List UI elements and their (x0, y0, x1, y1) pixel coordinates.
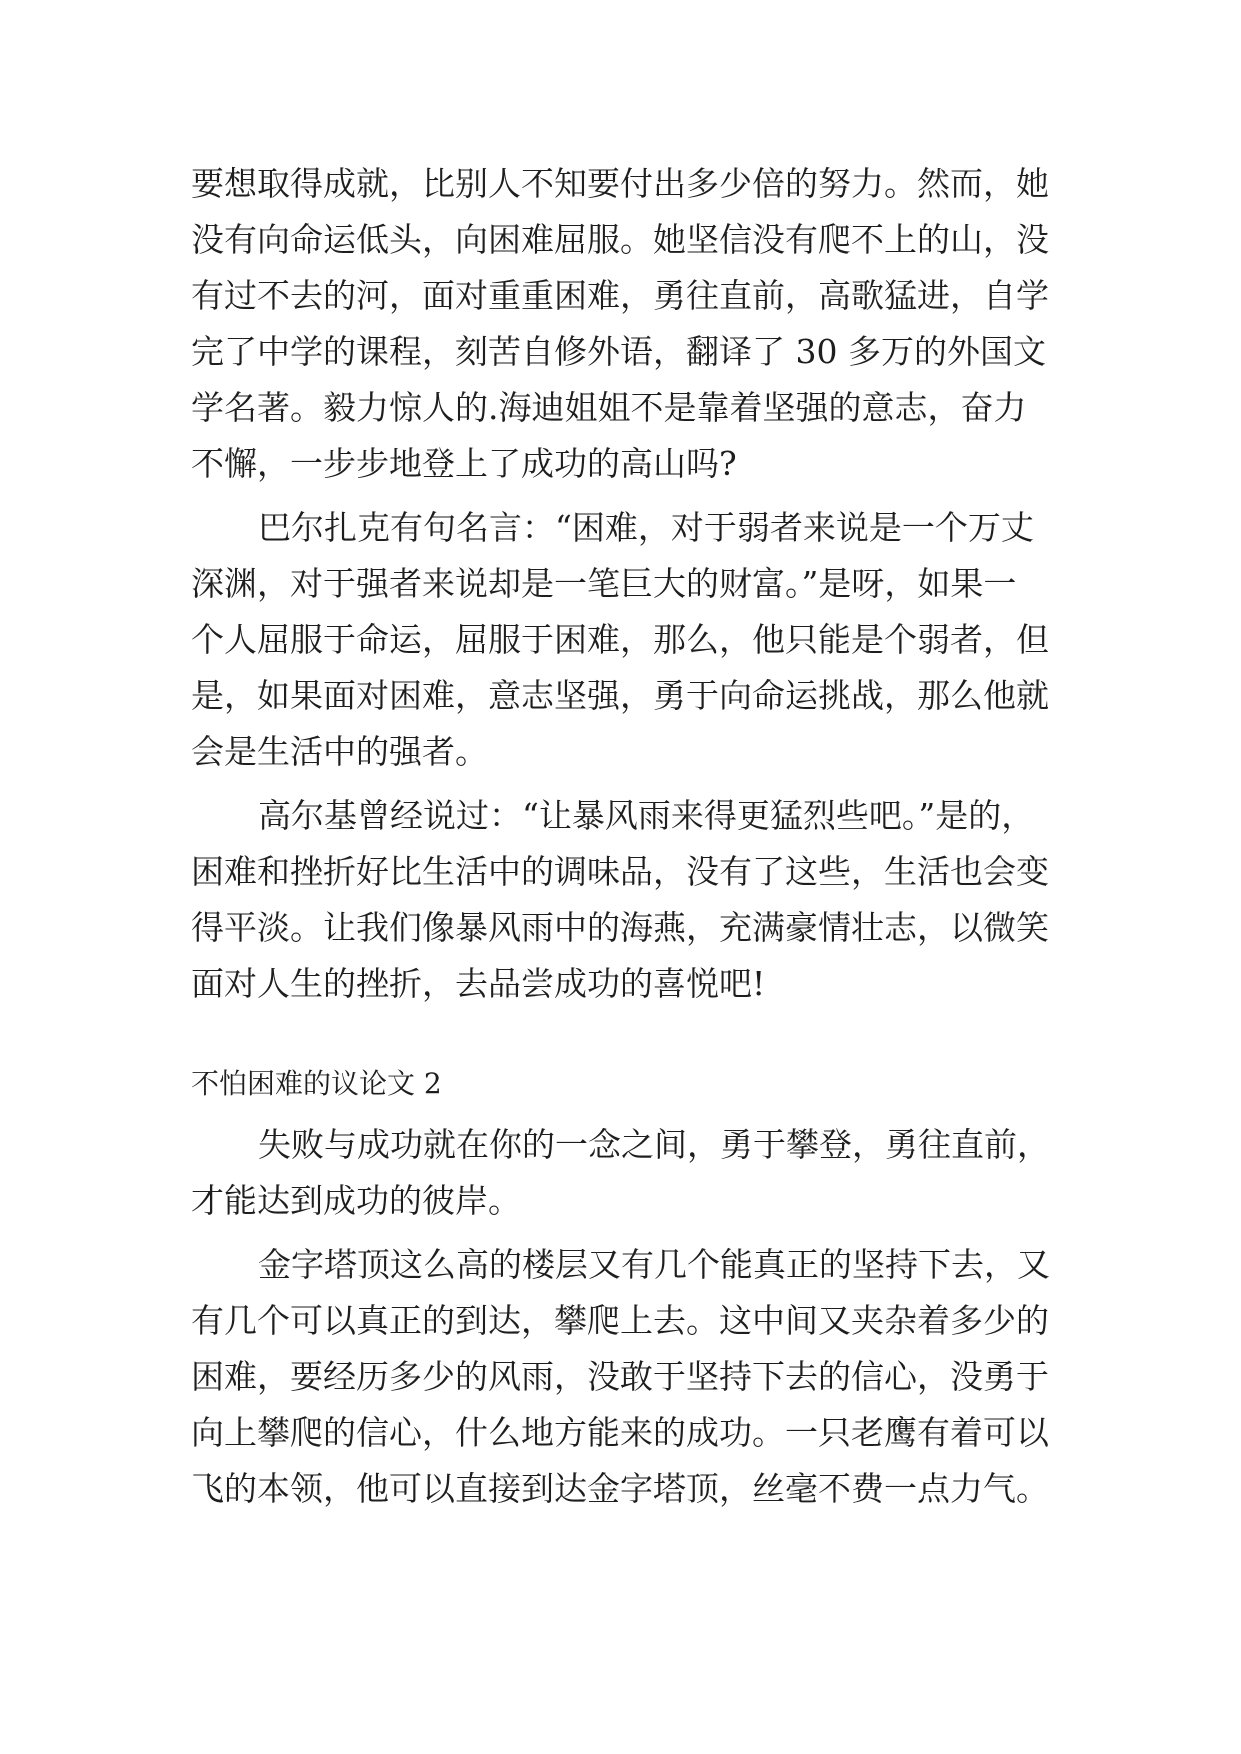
paragraph-1-line-4: 完了中学的课程，刻苦自修外语，翻译了 30 多万的外国文 (191, 332, 1046, 371)
paragraph-3-line-1: 高尔基曾经说过：“让暴风雨来得更猛烈些吧。”是的， (258, 796, 1035, 835)
paragraph-5-line-3: 困难，要经历多少的风雨，没敢于坚持下去的信心，没勇于 (191, 1357, 1049, 1396)
paragraph-2-line-5: 会是生活中的强者。 (191, 732, 488, 771)
paragraph-2-line-3: 个人屈服于命运，屈服于困难，那么，他只能是个弱者，但 (191, 620, 1049, 659)
paragraph-3-line-3: 得平淡。让我们像暴风雨中的海燕，充满豪情壮志，以微笑 (191, 908, 1049, 947)
paragraph-4-line-1: 失败与成功就在你的一念之间，勇于攀登，勇往直前， (258, 1125, 1050, 1164)
paragraph-3-line-2: 困难和挫折好比生活中的调味品，没有了这些，生活也会变 (191, 852, 1049, 891)
paragraph-2-line-4: 是，如果面对困难，意志坚强，勇于向命运挑战，那么他就 (191, 676, 1049, 715)
paragraph-2-line-1: 巴尔扎克有句名言：“困难，对于弱者来说是一个万丈 (258, 508, 1034, 547)
paragraph-1-line-2: 没有向命运低头，向困难屈服。她坚信没有爬不上的山，没 (191, 220, 1049, 259)
paragraph-1-line-3: 有过不去的河，面对重重困难，勇往直前，高歌猛进，自学 (191, 276, 1049, 315)
paragraph-5-line-2: 有几个可以真正的到达，攀爬上去。这中间又夹杂着多少的 (191, 1301, 1049, 1340)
paragraph-5-line-4: 向上攀爬的信心，什么地方能来的成功。一只老鹰有着可以 (191, 1413, 1049, 1452)
paragraph-1-line-1: 要想取得成就，比别人不知要付出多少倍的努力。然而，她 (191, 164, 1049, 203)
paragraph-4-line-2: 才能达到成功的彼岸。 (191, 1181, 521, 1220)
paragraph-1-line-5: 学名著。毅力惊人的.海迪姐姐不是靠着坚强的意志，奋力 (191, 388, 1027, 427)
paragraph-2-line-2: 深渊，对于强者来说却是一笔巨大的财富。”是呀，如果一 (191, 564, 1017, 603)
paragraph-1-line-6: 不懈，一步步地登上了成功的高山吗? (191, 444, 737, 483)
paragraph-5-line-5: 飞的本领，他可以直接到达金字塔顶，丝毫不费一点力气。 (191, 1469, 1049, 1508)
paragraph-3-line-4: 面对人生的挫折，去品尝成功的喜悦吧! (191, 964, 766, 1003)
paragraph-5-line-1: 金字塔顶这么高的楼层又有几个能真正的坚持下去，又 (258, 1245, 1050, 1284)
section-heading: 不怕困难的议论文 2 (191, 1067, 442, 1100)
